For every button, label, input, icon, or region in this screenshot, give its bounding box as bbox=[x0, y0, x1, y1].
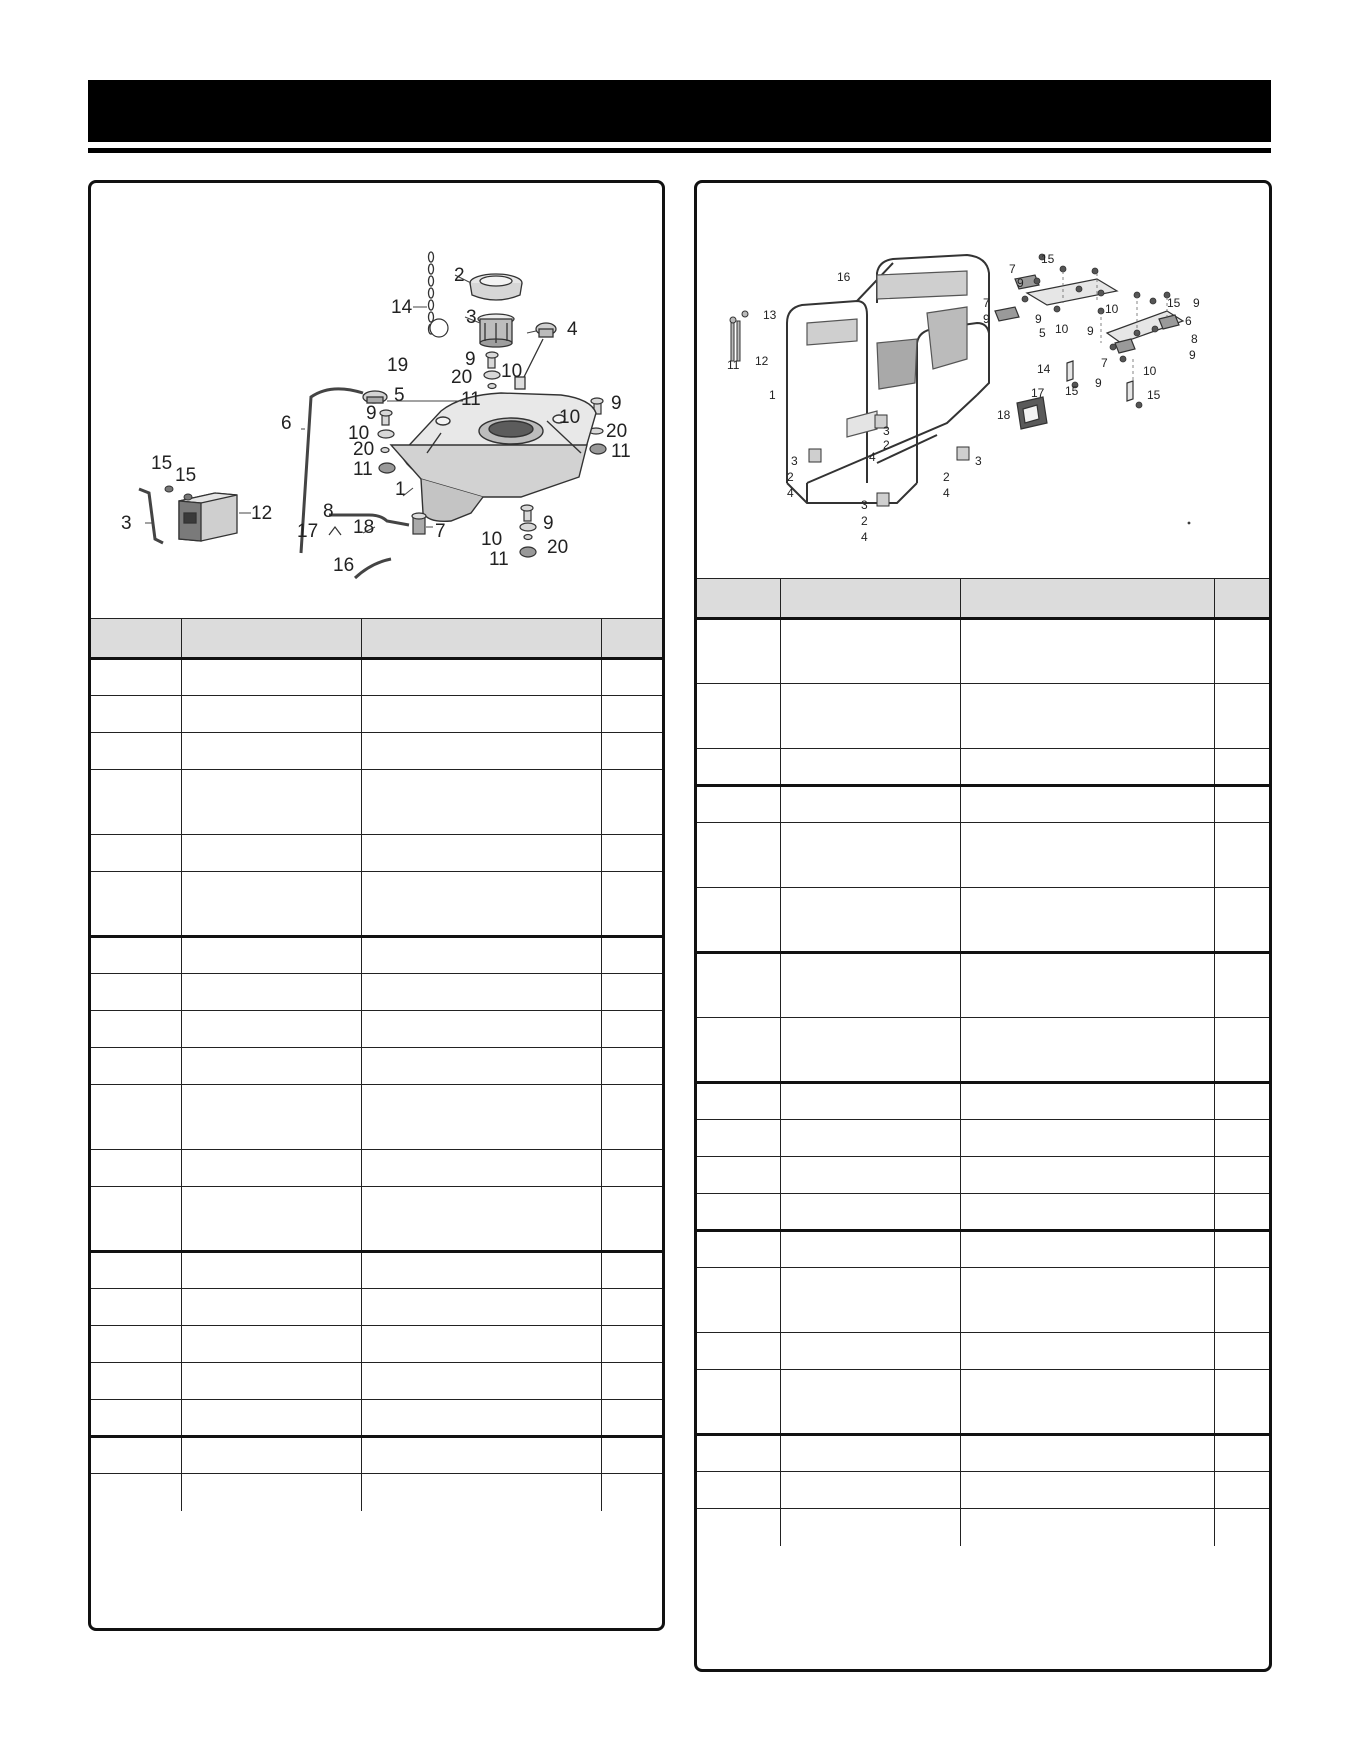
table-row bbox=[697, 1018, 1269, 1083]
table-cell bbox=[181, 1326, 361, 1363]
table-cell bbox=[697, 1120, 780, 1157]
table-row bbox=[697, 786, 1269, 823]
table-cell bbox=[601, 1085, 662, 1150]
table-row bbox=[91, 1150, 662, 1187]
table-cell bbox=[601, 1474, 662, 1511]
frame-callout-9b: 9 bbox=[983, 312, 990, 326]
table-cell bbox=[960, 1268, 1214, 1333]
frame-callout-9g: 9 bbox=[1095, 376, 1102, 390]
table-cell bbox=[780, 786, 960, 823]
table-cell bbox=[1214, 786, 1269, 823]
table-cell bbox=[361, 733, 601, 770]
callout-11c: 11 bbox=[611, 441, 631, 462]
table-cell bbox=[361, 659, 601, 696]
table-row bbox=[697, 1194, 1269, 1231]
column-header bbox=[780, 579, 960, 619]
table-row bbox=[697, 619, 1269, 684]
frame-callout-4a: 4 bbox=[869, 450, 876, 464]
table-cell bbox=[601, 1437, 662, 1474]
table-cell bbox=[181, 835, 361, 872]
frame-callout-3b: 3 bbox=[791, 454, 798, 468]
frame-callout-3c: 3 bbox=[975, 454, 982, 468]
table-row bbox=[697, 1509, 1269, 1546]
table-cell bbox=[1214, 1268, 1269, 1333]
table-row bbox=[91, 770, 662, 835]
table-cell bbox=[91, 659, 181, 696]
frame-callout-11: 11 bbox=[727, 358, 740, 372]
table-cell bbox=[181, 1150, 361, 1187]
table-cell bbox=[601, 1326, 662, 1363]
frame-callout-15c: 15 bbox=[1065, 384, 1079, 398]
table-cell bbox=[780, 749, 960, 786]
table-cell bbox=[697, 1370, 780, 1435]
callout-1: 1 bbox=[395, 479, 406, 500]
table-cell bbox=[181, 1289, 361, 1326]
table-cell bbox=[960, 1018, 1214, 1083]
callout-3b: 3 bbox=[121, 513, 132, 534]
callout-10a: 10 bbox=[501, 361, 523, 382]
frame-panels bbox=[807, 271, 967, 437]
table-cell bbox=[697, 1333, 780, 1370]
table-cell bbox=[91, 1187, 181, 1252]
table-row bbox=[697, 1333, 1269, 1370]
callout-14: 14 bbox=[391, 297, 413, 318]
table-cell bbox=[91, 1150, 181, 1187]
table-cell bbox=[601, 1150, 662, 1187]
frame-callout-3d: 3 bbox=[861, 498, 868, 512]
table-cell bbox=[91, 937, 181, 974]
table-cell bbox=[601, 835, 662, 872]
table-cell bbox=[361, 1150, 601, 1187]
table-cell bbox=[1214, 888, 1269, 953]
table-row bbox=[697, 1083, 1269, 1120]
table-row bbox=[697, 749, 1269, 786]
table-cell bbox=[181, 1011, 361, 1048]
table-cell bbox=[181, 1474, 361, 1511]
table-cell bbox=[780, 1083, 960, 1120]
callout-6: 6 bbox=[281, 413, 292, 434]
table-cell bbox=[181, 974, 361, 1011]
callout-10d: 10 bbox=[481, 529, 503, 550]
table-cell bbox=[780, 1120, 960, 1157]
frame-callout-7a: 7 bbox=[1009, 262, 1016, 276]
table-cell bbox=[780, 888, 960, 953]
table-cell bbox=[601, 1048, 662, 1085]
table-cell bbox=[181, 733, 361, 770]
table-cell bbox=[960, 1120, 1214, 1157]
frame-callout-2b: 2 bbox=[787, 470, 794, 484]
callout-20a: 20 bbox=[451, 367, 473, 388]
callout-9d: 9 bbox=[543, 513, 554, 534]
table-cell bbox=[1214, 1083, 1269, 1120]
table-cell bbox=[780, 1472, 960, 1509]
table-cell bbox=[960, 619, 1214, 684]
table-cell bbox=[601, 872, 662, 937]
table-row bbox=[697, 1120, 1269, 1157]
frame-callout-16: 16 bbox=[837, 270, 851, 284]
table-cell bbox=[1214, 1509, 1269, 1546]
table-cell bbox=[181, 696, 361, 733]
callout-9c: 9 bbox=[611, 393, 622, 414]
table-cell bbox=[91, 835, 181, 872]
frame-diagram bbox=[697, 183, 1269, 578]
table-cell bbox=[960, 1157, 1214, 1194]
table-cell bbox=[960, 1509, 1214, 1546]
table-cell bbox=[960, 1194, 1214, 1231]
frame-callout-9f: 9 bbox=[1189, 348, 1196, 362]
canister-bracket bbox=[139, 489, 163, 543]
table-cell bbox=[361, 1187, 601, 1252]
table-cell bbox=[697, 888, 780, 953]
table-row bbox=[91, 696, 662, 733]
table-cell bbox=[1214, 1157, 1269, 1194]
table-cell bbox=[697, 1435, 780, 1472]
table-cell bbox=[181, 1085, 361, 1150]
callout-2: 2 bbox=[454, 265, 465, 286]
table-cell bbox=[91, 1085, 181, 1150]
table-cell bbox=[780, 684, 960, 749]
table-cell bbox=[91, 974, 181, 1011]
frame-callout-2d: 2 bbox=[861, 514, 868, 528]
table-cell bbox=[1214, 823, 1269, 888]
table-cell bbox=[361, 1085, 601, 1150]
table-cell bbox=[1214, 1435, 1269, 1472]
table-cell bbox=[361, 1252, 601, 1289]
table-row bbox=[91, 1187, 662, 1252]
table-row bbox=[91, 1474, 662, 1511]
table-cell bbox=[361, 974, 601, 1011]
callout-17: 17 bbox=[297, 521, 319, 542]
frame-callout-4b: 4 bbox=[787, 486, 794, 500]
column-header bbox=[91, 619, 181, 659]
column-header bbox=[960, 579, 1214, 619]
frame-bolts-12-13 bbox=[730, 311, 748, 361]
table-row bbox=[91, 1085, 662, 1150]
table-row bbox=[697, 1268, 1269, 1333]
table-cell bbox=[91, 770, 181, 835]
table-cell bbox=[361, 1011, 601, 1048]
frame-callout-15b: 15 bbox=[1167, 296, 1181, 310]
table-cell bbox=[181, 1252, 361, 1289]
table-cell bbox=[361, 1048, 601, 1085]
frame-callout-12: 12 bbox=[755, 354, 769, 368]
table-cell bbox=[91, 696, 181, 733]
table-cell bbox=[960, 1083, 1214, 1120]
table-cell bbox=[1214, 619, 1269, 684]
table-cell bbox=[601, 696, 662, 733]
callout-11d: 11 bbox=[489, 549, 509, 570]
table-header-row bbox=[697, 579, 1269, 619]
table-cell bbox=[601, 770, 662, 835]
frame-callout-9a: 9 bbox=[1017, 276, 1024, 290]
table-cell bbox=[91, 872, 181, 937]
callout-3: 3 bbox=[466, 307, 477, 328]
table-cell bbox=[697, 1472, 780, 1509]
table-row bbox=[91, 835, 662, 872]
page-header-bar bbox=[88, 80, 1271, 142]
table-cell bbox=[780, 619, 960, 684]
table-cell bbox=[697, 823, 780, 888]
column-header bbox=[697, 579, 780, 619]
table-row bbox=[91, 937, 662, 974]
callout-18: 18 bbox=[353, 517, 375, 538]
table-cell bbox=[1214, 1018, 1269, 1083]
frame-callout-4c: 4 bbox=[943, 486, 950, 500]
frame-callout-2a: 2 bbox=[883, 438, 890, 452]
frame-callout-14: 14 bbox=[1037, 362, 1051, 376]
table-cell bbox=[960, 1333, 1214, 1370]
frame-callout-7b: 7 bbox=[983, 296, 990, 310]
table-cell bbox=[91, 1400, 181, 1437]
table-cell bbox=[1214, 1231, 1269, 1268]
table-cell bbox=[361, 696, 601, 733]
table-cell bbox=[1214, 1333, 1269, 1370]
table-cell bbox=[697, 684, 780, 749]
table-row bbox=[697, 1435, 1269, 1472]
table-cell bbox=[697, 1157, 780, 1194]
table-cell bbox=[960, 823, 1214, 888]
table-cell bbox=[601, 937, 662, 974]
table-row bbox=[91, 659, 662, 696]
frame-callout-2c: 2 bbox=[943, 470, 950, 484]
table-cell bbox=[601, 733, 662, 770]
table-cell bbox=[601, 1363, 662, 1400]
frame-callout-9d: 9 bbox=[1087, 324, 1094, 338]
frame-callout-5: 5 bbox=[1039, 326, 1046, 340]
table-cell bbox=[361, 1400, 601, 1437]
table-row bbox=[697, 1370, 1269, 1435]
table-cell bbox=[960, 1472, 1214, 1509]
frame-callout-7c: 7 bbox=[1101, 356, 1108, 370]
table-cell bbox=[780, 1231, 960, 1268]
vent-hose-16 bbox=[355, 559, 391, 578]
frame-callout-10b: 10 bbox=[1105, 302, 1119, 316]
fuel-strainer bbox=[478, 314, 514, 347]
table-cell bbox=[697, 1509, 780, 1546]
column-header bbox=[1214, 579, 1269, 619]
frame-panel bbox=[694, 180, 1272, 1672]
table-cell bbox=[601, 974, 662, 1011]
table-cell bbox=[601, 1400, 662, 1437]
table-row bbox=[697, 823, 1269, 888]
callout-5: 5 bbox=[394, 385, 405, 406]
frame-callout-10c: 10 bbox=[1143, 364, 1157, 378]
table-cell bbox=[697, 1083, 780, 1120]
frame-callout-17: 17 bbox=[1031, 386, 1045, 400]
table-cell bbox=[601, 1011, 662, 1048]
table-cell bbox=[1214, 1120, 1269, 1157]
callout-19: 19 bbox=[387, 355, 409, 376]
clip-17 bbox=[329, 527, 341, 535]
table-cell bbox=[361, 937, 601, 974]
table-cell bbox=[780, 1370, 960, 1435]
table-cell bbox=[697, 749, 780, 786]
table-row bbox=[697, 953, 1269, 1018]
table-cell bbox=[361, 1474, 601, 1511]
table-cell bbox=[361, 1326, 601, 1363]
table-row bbox=[91, 733, 662, 770]
table-cell bbox=[181, 1437, 361, 1474]
column-header bbox=[181, 619, 361, 659]
table-cell bbox=[91, 1048, 181, 1085]
table-cell bbox=[181, 1187, 361, 1252]
table-cell bbox=[1214, 1472, 1269, 1509]
table-cell bbox=[697, 953, 780, 1018]
table-row bbox=[91, 1437, 662, 1474]
fuel-cap bbox=[470, 274, 522, 300]
fuel-valve-top bbox=[363, 391, 387, 403]
table-cell bbox=[780, 1194, 960, 1231]
callout-11b: 11 bbox=[353, 459, 373, 480]
table-cell bbox=[780, 1018, 960, 1083]
table-row bbox=[91, 1011, 662, 1048]
frame-callout-6: 6 bbox=[1185, 314, 1192, 328]
callout-15b: 15 bbox=[175, 465, 197, 486]
table-cell bbox=[181, 1048, 361, 1085]
table-cell bbox=[181, 1363, 361, 1400]
fuel-tank-parts-table bbox=[91, 618, 662, 1511]
table-cell bbox=[91, 1363, 181, 1400]
table-cell bbox=[181, 1400, 361, 1437]
table-cell bbox=[91, 1252, 181, 1289]
table-cell bbox=[697, 1268, 780, 1333]
callout-20c: 20 bbox=[606, 421, 628, 442]
table-row bbox=[91, 1048, 662, 1085]
callout-8: 8 bbox=[323, 501, 334, 522]
table-cell bbox=[960, 888, 1214, 953]
table-cell bbox=[960, 684, 1214, 749]
table-cell bbox=[1214, 1194, 1269, 1231]
table-cell bbox=[91, 1326, 181, 1363]
table-cell bbox=[361, 770, 601, 835]
table-header-row bbox=[91, 619, 662, 659]
column-header bbox=[361, 619, 601, 659]
table-cell bbox=[780, 1509, 960, 1546]
table-cell bbox=[361, 1437, 601, 1474]
fuel-tank-panel bbox=[88, 180, 665, 1631]
table-cell bbox=[697, 786, 780, 823]
table-cell bbox=[960, 1370, 1214, 1435]
frame-callout-18: 18 bbox=[997, 408, 1011, 422]
fuel-tank-diagram bbox=[91, 183, 662, 623]
table-row bbox=[91, 1363, 662, 1400]
frame-callout-15a: 15 bbox=[1041, 252, 1055, 266]
table-row bbox=[91, 1400, 662, 1437]
frame-callout-1: 1 bbox=[769, 388, 776, 402]
table-cell bbox=[91, 1474, 181, 1511]
table-cell bbox=[697, 1194, 780, 1231]
frame-callout-10a: 10 bbox=[1055, 322, 1069, 336]
table-cell bbox=[960, 786, 1214, 823]
callout-16: 16 bbox=[333, 555, 355, 576]
callout-15a: 15 bbox=[151, 453, 173, 474]
frame-callout-8: 8 bbox=[1191, 332, 1198, 346]
table-row bbox=[91, 872, 662, 937]
table-cell bbox=[601, 1187, 662, 1252]
table-cell bbox=[697, 1231, 780, 1268]
table-row bbox=[91, 974, 662, 1011]
table-cell bbox=[601, 659, 662, 696]
frame-callout-13: 13 bbox=[763, 308, 777, 322]
callout-11a: 11 bbox=[461, 389, 481, 410]
frame-callout-3a: 3 bbox=[883, 424, 890, 438]
header-rule bbox=[88, 148, 1271, 153]
frame-callout-9c: 9 bbox=[1035, 312, 1042, 326]
table-cell bbox=[697, 619, 780, 684]
callout-9a: 9 bbox=[465, 349, 476, 370]
table-row bbox=[697, 1472, 1269, 1509]
table-cell bbox=[780, 1435, 960, 1472]
table-cell bbox=[181, 659, 361, 696]
table-cell bbox=[181, 770, 361, 835]
callout-20b: 20 bbox=[353, 439, 375, 460]
table-cell bbox=[181, 937, 361, 974]
callout-9b: 9 bbox=[366, 403, 377, 424]
frame-callout-9e: 9 bbox=[1193, 296, 1200, 310]
frame-callout-15d: 15 bbox=[1147, 388, 1161, 402]
table-cell bbox=[1214, 749, 1269, 786]
table-row bbox=[91, 1289, 662, 1326]
table-cell bbox=[1214, 1370, 1269, 1435]
table-cell bbox=[780, 1157, 960, 1194]
table-cell bbox=[780, 1268, 960, 1333]
table-cell bbox=[601, 1289, 662, 1326]
table-cell bbox=[361, 872, 601, 937]
callout-10c: 10 bbox=[559, 407, 581, 428]
callout-20d: 20 bbox=[547, 537, 569, 558]
table-row bbox=[697, 888, 1269, 953]
table-cell bbox=[361, 835, 601, 872]
column-header bbox=[601, 619, 662, 659]
table-row bbox=[697, 1157, 1269, 1194]
table-cell bbox=[91, 1011, 181, 1048]
table-cell bbox=[91, 1289, 181, 1326]
callout-7: 7 bbox=[435, 521, 446, 542]
table-cell bbox=[960, 1435, 1214, 1472]
table-cell bbox=[697, 1018, 780, 1083]
frame-callout-4d: 4 bbox=[861, 530, 868, 544]
table-cell bbox=[780, 953, 960, 1018]
table-cell bbox=[91, 1437, 181, 1474]
table-cell bbox=[1214, 953, 1269, 1018]
table-cell bbox=[361, 1289, 601, 1326]
table-cell bbox=[960, 749, 1214, 786]
callout-12: 12 bbox=[251, 503, 273, 524]
table-row bbox=[91, 1252, 662, 1289]
table-cell bbox=[960, 953, 1214, 1018]
table-cell bbox=[780, 1333, 960, 1370]
canister-nuts bbox=[165, 486, 192, 500]
frame-parts-table bbox=[697, 578, 1269, 1546]
table-cell bbox=[1214, 684, 1269, 749]
table-row bbox=[697, 684, 1269, 749]
table-cell bbox=[601, 1252, 662, 1289]
callout-4: 4 bbox=[567, 319, 578, 340]
table-row bbox=[91, 1326, 662, 1363]
table-cell bbox=[780, 823, 960, 888]
fuel-valve-7 bbox=[412, 513, 426, 534]
table-cell bbox=[361, 1363, 601, 1400]
callout-10b: 10 bbox=[348, 423, 370, 444]
table-row bbox=[697, 1231, 1269, 1268]
table-cell bbox=[960, 1231, 1214, 1268]
table-cell bbox=[181, 872, 361, 937]
table-cell bbox=[91, 733, 181, 770]
